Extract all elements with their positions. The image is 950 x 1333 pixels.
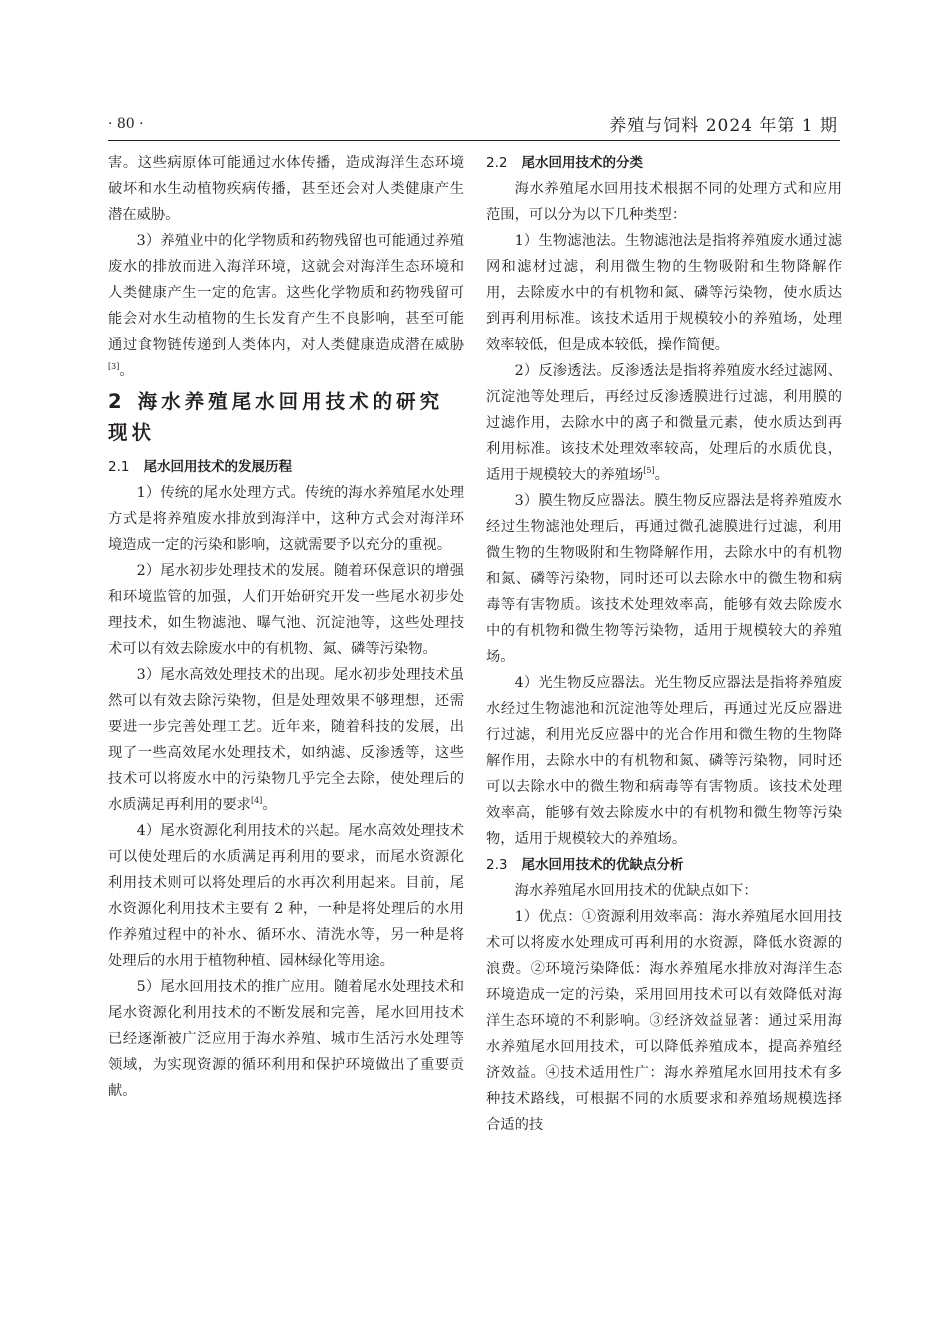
history-item-4: 4）尾水资源化利用技术的兴起。尾水高效处理技术可以使处理后的水质满足再利用的要求，而尾水资源化利用技术则可以将处理后的水再次利用起来。目前，尾水资源化利用技术主要有 2 种，一种是将处理后的水用作养殖过程中的补水、循环水、清洗水等，另一种是将处理后的水用于植物种植、园林绿化等用途。 [108, 823, 464, 969]
classification-item-3: 3）膜生物反应器法。膜生物反应器法是将养殖废水经过生物滤池处理后，再通过微孔滤膜进行过滤，利用微生物的生物吸附和生物降解作用，去除水中的有机物和氮、磷等污染物，同时还可以去除水中的微生物和病毒等有害物质。该技术处理效率高，能够有效去除废水中的有机物和微生物等污染物，适用于规模较大的养殖场。 [486, 493, 842, 665]
section-2-1-heading: 2.1 尾水回用技术的发展历程 [108, 459, 292, 475]
header-rule [108, 140, 840, 141]
page-number: · 80 · [108, 116, 144, 132]
paragraph-chemical-residues: 3）养殖业中的化学物质和药物残留也可能通过养殖废水的排放而进入海洋环境，这就会对海洋生态环境和人类健康产生一定的危害。这些化学物质和药物残留可能会对水生动植物的生长发育产生不良影响，甚至可能通过食物链传递到人类体内，对人类健康造成潜在威胁[3]。 [108, 233, 464, 379]
citation-3: [3] [108, 362, 120, 372]
left-column [108, 150, 464, 1104]
advantages-paragraph: 1）优点：①资源利用效率高：海水养殖尾水回用技术可以将废水处理成可再利用的水资源，降低水资源的浪费。②环境污染降低：海水养殖尾水排放对海洋生态环境造成一定的污染，采用回用技术可以有效降低对海洋生态环境的不利影响。③经济效益显著：通过采用海水养殖尾水回用技术，可以降低养殖成本，提高养殖经济效益。④技术适用性广：海水养殖尾水回用技术有多种技术路线，可根据不同的水质要求和养殖场规模选择合适的技 [486, 909, 842, 1133]
section-2-2-heading: 2.2 尾水回用技术的分类 [486, 155, 643, 171]
history-item-3: 3）尾水高效处理技术的出现。尾水初步处理技术虽然可以有效去除污染物，但是处理效果不够理想，还需要进一步完善处理工艺。近年来，随着科技的发展，出现了一些高效尾水处理技术，如纳滤、反渗透等，这些技术可以将废水中的污染物几乎完全去除，使处理后的水质满足再利用的要求[4]。 [108, 667, 464, 813]
classification-item-4: 4）光生物反应器法。光生物反应器法是指将养殖废水经过生物滤池和沉淀池等处理后，再通过光反应器进行过滤，利用光反应器中的光合作用和微生物的生物降解作用，去除水中的有机物和氮、磷等污染物，同时还可以去除水中的微生物和病毒等有害物质。该技术处理效率高，能够有效去除废水中的有机物和微生物等污染物，适用于规模较大的养殖场。 [486, 675, 842, 847]
section-2-heading: 2 海水养殖尾水回用技术的研究现状 [108, 390, 444, 444]
journal-title: 养殖与饲料 2024 年第 1 期 [609, 116, 838, 136]
history-item-5: 5）尾水回用技术的推广应用。随着尾水处理技术和尾水资源化利用技术的不断发展和完善，尾水回用技术已经逐渐被广泛应用于海水养殖、城市生活污水处理等领域，为实现资源的循环利用和保护环境做出了重要贡献。 [108, 979, 464, 1099]
section-2-3-heading: 2.3 尾水回用技术的优缺点分析 [486, 857, 684, 873]
right-column [486, 150, 842, 1138]
citation-5: [5] [643, 466, 655, 476]
classification-intro: 海水养殖尾水回用技术根据不同的处理方式和应用范围，可以分为以下几种类型： [486, 181, 842, 223]
pros-cons-intro: 海水养殖尾水回用技术的优缺点如下： [514, 883, 758, 899]
history-item-2: 2）尾水初步处理技术的发展。随着环保意识的增强和环境监管的加强，人们开始研究开发一些尾水初步处理技术，如生物滤池、曝气池、沉淀池等，这些处理技术可以有效去除废水中的有机物、氮、磷等污染物。 [108, 563, 464, 657]
history-item-1: 1）传统的尾水处理方式。传统的海水养殖尾水处理方式是将养殖废水排放到海洋中，这种方式会对海洋环境造成一定的污染和影响，这就需要予以充分的重视。 [108, 485, 464, 553]
citation-4: [4] [250, 796, 263, 806]
classification-item-1: 1）生物滤池法。生物滤池法是指将养殖废水通过滤网和滤材过滤，利用微生物的生物吸附和生物降解作用，去除废水中的有机物和氮、磷等污染物，使水质达到再利用标准。该技术适用于规模较小的养殖场，处理效率较低，但是成本较低，操作简便。 [486, 233, 842, 353]
paragraph-continued: 害。这些病原体可能通过水体传播，造成海洋生态环境破坏和水生动植物疾病传播，甚至还会对人类健康产生潜在威胁。 [108, 155, 464, 223]
classification-item-2: 2）反渗透法。反渗透法是指将养殖废水经过滤网、沉淀池等处理后，再经过反渗透膜进行过滤，利用膜的过滤作用，去除水中的离子和微量元素，使水质达到再利用标准。该技术处理效率较高，处理后的水质优良，适用于规模较大的养殖场[5]。 [486, 363, 842, 483]
